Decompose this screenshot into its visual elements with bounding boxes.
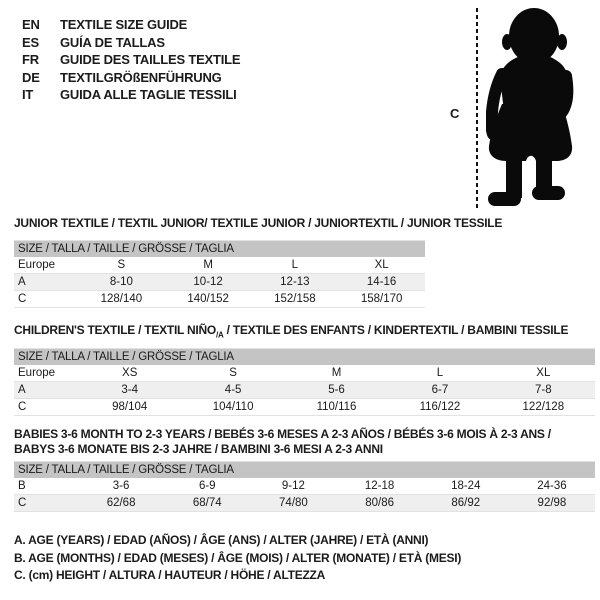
table-cell: L — [291, 259, 299, 271]
table-cell: 6-9 — [198, 480, 216, 492]
table-row — [14, 291, 425, 308]
table-row — [14, 365, 595, 382]
height-measure-label: C — [450, 106, 460, 121]
table-cell: 74/80 — [279, 497, 308, 509]
table-cell: 12-18 — [364, 480, 395, 492]
babies-table-title-line2: BABYS 3-6 MONATE BIS 2-3 JAHRE / BAMBINI 3-6 MESI A 2-3 ANNI — [14, 442, 383, 456]
language-title: TEXTILE SIZE GUIDE — [60, 17, 188, 32]
footnote-legend — [14, 532, 461, 585]
table-cell: 158/170 — [360, 293, 403, 305]
table-cell: 9-12 — [281, 480, 305, 492]
footnote-b: B. AGE (MONTHS) / EDAD (MESES) / ÂGE (MOIS) / ALTER (MONATE) / ETÀ (MESI) — [14, 550, 462, 565]
table-cell: 24-36 — [537, 480, 567, 492]
table-cell: 110/116 — [316, 401, 357, 413]
height-measure-dashed-line — [476, 8, 478, 208]
table-cell: XL — [536, 367, 551, 379]
table-cell: 62/68 — [106, 497, 136, 509]
table-cell: 6-7 — [431, 384, 449, 396]
language-title: GUÍA DE TALLAS — [60, 34, 165, 50]
table-cell: 8-10 — [109, 276, 133, 288]
row-label: C — [18, 497, 27, 509]
table-cell: S — [229, 367, 237, 379]
table-row — [14, 257, 425, 274]
table-cell: 152/158 — [274, 293, 316, 305]
children-table-title — [14, 323, 568, 339]
table-cell: 140/152 — [187, 293, 229, 305]
language-title: GUIDE DES TAILLES TEXTILE — [60, 52, 241, 68]
table-cell: 86/92 — [451, 497, 481, 509]
table-cell: 92/98 — [537, 497, 567, 509]
language-title-list — [22, 16, 240, 104]
table-cell: 122/128 — [522, 401, 565, 413]
row-label: Europe — [18, 367, 56, 379]
footnote-c: C. (cm) HEIGHT / ALTURA / HAUTEUR / HÖHE / ALTEZZA — [14, 568, 326, 583]
table-cell: 7-8 — [535, 384, 552, 396]
children-title-part: CHILDREN'S TEXTILE / TEXTIL NIÑO — [14, 323, 216, 337]
table-cell: L — [436, 367, 444, 379]
table-row — [14, 478, 595, 495]
table-cell: XS — [122, 367, 138, 379]
table-cell: S — [117, 259, 126, 271]
language-code: DE — [22, 69, 40, 85]
table-cell: 116/122 — [419, 401, 461, 413]
table-cell: 68/74 — [192, 497, 222, 509]
table-cell: 80/86 — [365, 497, 394, 509]
language-code: FR — [22, 52, 39, 68]
row-label: C — [18, 293, 27, 305]
junior-table-title: JUNIOR TEXTILE / TEXTIL JUNIOR/ TEXTILE JUNIOR / JUNIORTEXTIL / JUNIOR TESSILE — [14, 216, 503, 230]
table-row — [14, 274, 425, 291]
children-title-part: / TEXTILE DES ENFANTS / KINDERTEXTIL / BAMBINI TESSILE — [223, 323, 569, 337]
row-label: B — [18, 480, 26, 492]
language-code: EN — [22, 17, 40, 32]
row-label: Europe — [18, 259, 56, 271]
table-cell: 3-6 — [112, 480, 130, 492]
language-code: ES — [22, 34, 39, 50]
table-cell: 128/140 — [100, 293, 143, 305]
table-cell: 98/104 — [112, 401, 148, 413]
babies-size-table — [14, 461, 595, 512]
children-size-table — [14, 348, 595, 416]
table-cell: XL — [374, 259, 389, 271]
footnote-a: A. AGE (YEARS) / EDAD (AÑOS) / ÂGE (ANS) / ALTER (JAHRE) / ETÀ (ANNI) — [14, 533, 429, 547]
size-header-bar: SIZE / TALLA / TAILLE / GRÖSSE / TAGLIA — [14, 349, 595, 365]
row-label: C — [18, 401, 27, 413]
table-row — [14, 399, 595, 416]
language-title: TEXTILGRÖßENFÜHRUNG — [60, 69, 222, 85]
table-cell: 3-4 — [121, 384, 139, 396]
table-cell: 4-5 — [224, 384, 242, 396]
language-code: IT — [22, 87, 34, 103]
row-label: A — [18, 276, 26, 288]
table-cell: 5-6 — [328, 384, 345, 396]
language-row-de — [22, 69, 240, 87]
language-row-fr — [22, 51, 240, 69]
children-title-subscript: /A — [215, 330, 224, 340]
table-cell: 14-16 — [366, 276, 397, 288]
language-row-es — [22, 34, 240, 52]
babies-table-title-line1: BABIES 3-6 MONTH TO 2-3 YEARS / BEBÉS 3-6 MESES A 2-3 AÑOS / BÉBÉS 3-6 MOIS À 2-3 ANS / — [14, 427, 551, 441]
table-row — [14, 495, 595, 512]
language-title: GUIDA ALLE TAGLIE TESSILI — [60, 87, 237, 103]
row-label: A — [18, 384, 26, 396]
language-row-it — [22, 86, 240, 104]
size-header-bar: SIZE / TALLA / TAILLE / GRÖSSE / TAGLIA — [14, 462, 595, 478]
table-cell: M — [331, 367, 342, 379]
baby-silhouette — [486, 4, 578, 212]
table-cell: M — [203, 259, 213, 271]
table-row — [14, 382, 595, 399]
junior-size-table — [14, 240, 425, 308]
table-cell: 104/110 — [212, 401, 254, 413]
table-cell: 10-12 — [193, 276, 223, 288]
size-header-bar: SIZE / TALLA / TAILLE / GRÖSSE / TAGLIA — [14, 241, 425, 257]
table-cell: 12-13 — [280, 276, 310, 288]
language-row-en — [22, 16, 240, 34]
table-cell: 18-24 — [451, 480, 481, 492]
